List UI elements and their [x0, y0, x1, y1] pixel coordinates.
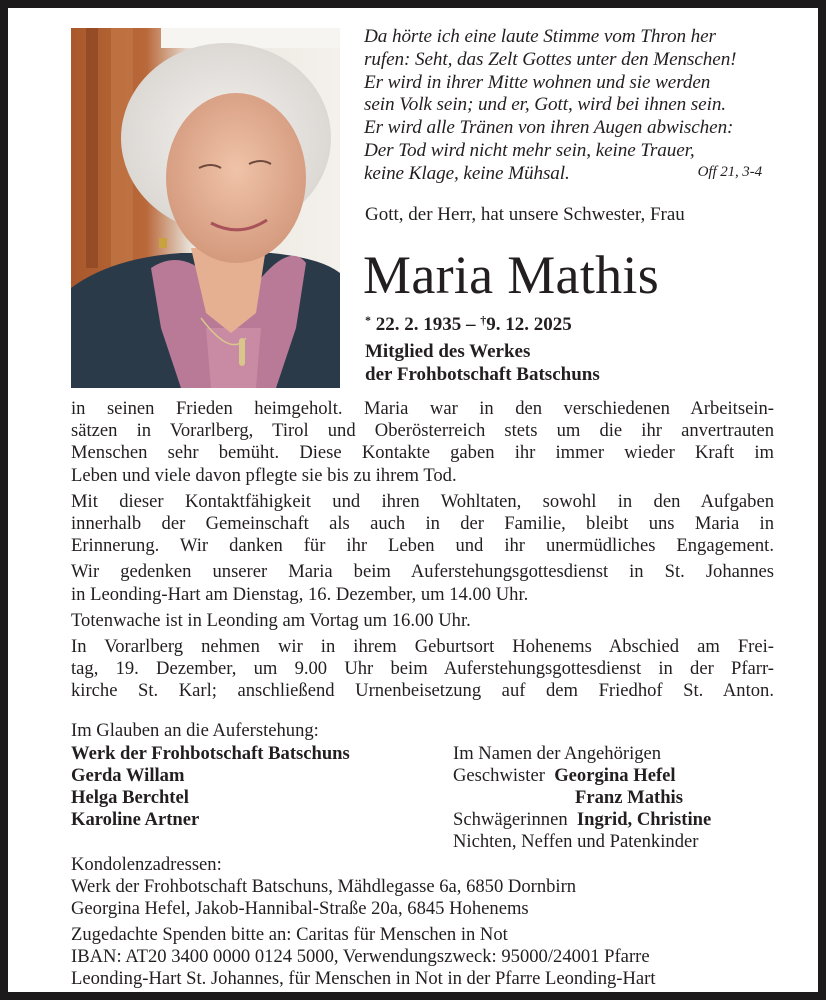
- inlaws-names: Ingrid, Christine: [576, 809, 712, 830]
- paragraph: [71, 610, 774, 632]
- siblings-row: [453, 787, 711, 809]
- membership: [365, 340, 600, 386]
- birth-symbol: *: [365, 313, 371, 327]
- paragraph: [71, 561, 774, 605]
- death-date: 9. 12. 2025: [486, 314, 572, 335]
- birth-date: 22. 2. 1935: [375, 314, 462, 335]
- verse-reference: Off 21, 3-4: [697, 163, 762, 180]
- text-line: kirche St. Karl; anschließend Urnenbeisetzung auf dem Friedhof St. Anton.: [71, 680, 774, 702]
- condolence-address: Georgina Hefel, Jakob-Hannibal-Straße 20a, 6845 Hohenems: [71, 898, 529, 919]
- text-line: Erinnerung. Wir danken für ihr Leben und ihr unermüdliches Engagement.: [71, 535, 774, 557]
- signatures: [71, 720, 781, 852]
- signatory: Werk der Frohbotschaft Batschuns: [71, 743, 350, 764]
- deceased-name: Maria Mathis: [363, 245, 660, 305]
- signatory: Helga Berchtel: [71, 787, 189, 808]
- verse-line: Er wird alle Tränen von ihren Augen abwischen:: [364, 117, 734, 139]
- signatures-community: [71, 743, 350, 831]
- membership-line: Mitglied des Werkes: [365, 341, 531, 362]
- signatures-family: [453, 743, 711, 853]
- sibling-name: Georgina Hefel: [554, 765, 676, 786]
- condolence-heading: Kondolenzadressen:: [71, 854, 222, 875]
- intro-text: Gott, der Herr, hat unsere Schwester, Frau: [365, 204, 685, 225]
- date-separator: –: [466, 314, 476, 335]
- portrait-photo: [71, 28, 340, 388]
- siblings-row: [453, 765, 711, 787]
- text-line: Menschen sehr bemüht. Diese Kontakte gaben ihr immer wieder Kraft im: [71, 442, 774, 464]
- life-dates: [365, 313, 572, 336]
- family-heading: Im Namen der Angehörigen: [453, 743, 662, 764]
- verse-line: Da hörte ich eine laute Stimme vom Thron her: [364, 26, 716, 47]
- verse-line: Der Tod wird nicht mehr sein, keine Trauer,: [364, 139, 695, 161]
- signatures-heading: Im Glauben an die Auferstehung:: [71, 720, 319, 741]
- text-line: tag, 19. Dezember, um 9.00 Uhr beim Auferstehungsgottesdienst in der Pfarr-: [71, 658, 774, 680]
- verse-line: rufen: Seht, das Zelt Gottes unter den Menschen!: [364, 48, 737, 70]
- verse-line: sein Volk sein; und er, Gott, wird bei ihnen sein.: [364, 94, 727, 116]
- verse-line: keine Klage, keine Mühsal.: [364, 162, 570, 184]
- obituary-body: [71, 398, 774, 707]
- signatory: Karoline Artner: [71, 809, 200, 830]
- text-line: Wir gedenken unserer Maria beim Auferstehungsgottesdienst in St. Johannes: [71, 561, 774, 583]
- siblings-label: Geschwister: [453, 765, 545, 786]
- donation-line: Zugedachte Spenden bitte an: Caritas für Menschen in Not: [71, 924, 508, 945]
- text-line: innerhalb der Gemeinschaft als auch in der Familie, bleibt uns Maria in: [71, 513, 774, 535]
- sibling-name: Franz Mathis: [575, 787, 683, 808]
- text-line: Totenwache ist in Leonding am Vortag um 16.00 Uhr.: [71, 609, 471, 631]
- text-line: In Vorarlberg nehmen wir in ihrem Geburtsort Hohenems Abschied am Frei-: [71, 636, 774, 658]
- inlaws-label: Schwägerinnen: [453, 809, 568, 830]
- cross-icon: †: [480, 313, 487, 327]
- bible-verse: [364, 26, 784, 186]
- condolence-address: Werk der Frohbotschaft Batschuns, Mähdlegasse 6a, 6850 Dornbirn: [71, 876, 577, 897]
- paragraph: [71, 491, 774, 558]
- donation-line: Leonding-Hart St. Johannes, für Menschen in Not in der Pfarre Leonding-Hart: [71, 968, 656, 989]
- text-line: sätzen in Vorarlberg, Tirol und Oberösterreich stets um die ihr anvertrauten: [71, 420, 774, 442]
- condolence-and-donation-info: [71, 854, 781, 990]
- paragraph: [71, 398, 774, 487]
- signatory: Gerda Willam: [71, 765, 185, 786]
- text-line: in seinen Frieden heimgeholt. Maria war in den verschiedenen Arbeitsein-: [71, 398, 774, 419]
- membership-line: der Frohbotschaft Batschuns: [365, 364, 600, 385]
- text-line: Leben und viele davon pflegte sie bis zu ihrem Tod.: [71, 464, 457, 486]
- other-relatives: Nichten, Neffen und Patenkinder: [453, 831, 699, 852]
- paragraph: [71, 636, 774, 703]
- text-line: in Leonding-Hart am Dienstag, 16. Dezember, um 14.00 Uhr.: [71, 583, 529, 605]
- text-line: Mit dieser Kontaktfähigkeit und ihren Wohltaten, sowohl in den Aufgaben: [71, 490, 774, 512]
- portrait-icon: [71, 28, 340, 388]
- verse-line: Er wird in ihrer Mitte wohnen und sie werden: [364, 71, 711, 93]
- inlaws-row: [453, 809, 711, 831]
- donation-iban: IBAN: AT20 3400 0000 0124 5000, Verwendungszweck: 95000/24001 Pfarre: [71, 946, 650, 967]
